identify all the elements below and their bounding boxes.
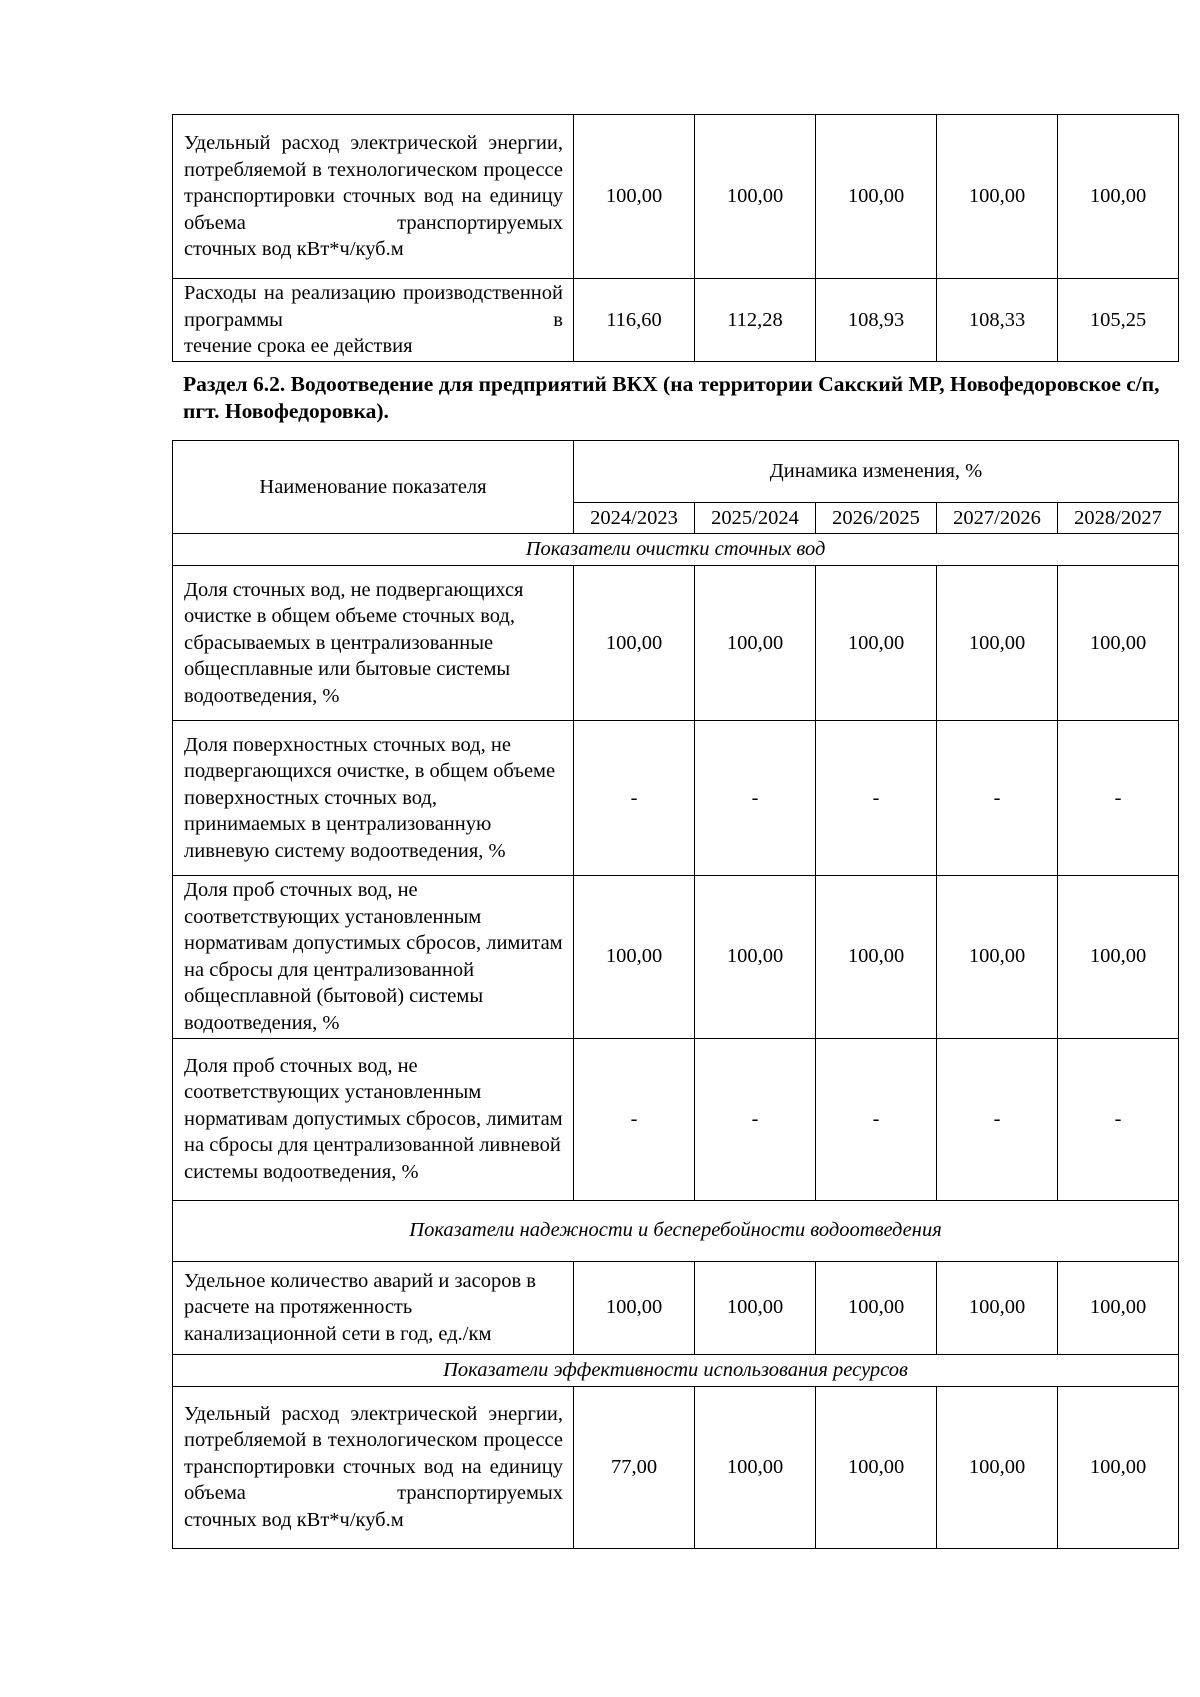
indicator-name-text: Удельный расход электрической энергии, потребляемой в технологическом процессе транспортировки сточных вод на единицу объема транспортируемых: [184, 1402, 563, 1505]
indicator-name: Доля поверхностных сточных вод, не подвергающихся очистке, в общем объеме поверхностных сточных вод, принимаемых в централизованную ливневую систему водоотведения, %: [173, 721, 574, 876]
value-cell: 100,00: [816, 1386, 937, 1548]
column-header-name: Наименование показателя: [173, 441, 574, 534]
value-cell: 100,00: [695, 115, 816, 279]
value-cell: -: [1058, 721, 1179, 876]
indicator-name: Удельное количество аварий и засоров в расчете на протяженность канализационной сети в год, ед./км: [173, 1261, 574, 1354]
value-cell: 112,28: [695, 279, 816, 362]
indicator-name-text: течение срока ее действия: [184, 335, 413, 358]
value-cell: -: [1058, 1038, 1179, 1200]
period-header: 2025/2024: [695, 503, 816, 534]
value-cell: -: [574, 1038, 695, 1200]
value-cell: 100,00: [937, 1261, 1058, 1354]
value-cell: 100,00: [695, 876, 816, 1039]
table-row: [173, 1038, 1179, 1200]
value-cell: -: [695, 1038, 816, 1200]
column-header-dynamics: Динамика изменения, %: [574, 441, 1179, 503]
indicator-name-text: Удельный расход электрической энергии, потребляемой в технологическом процессе транспортировки сточных вод на единицу объема транспортируемых: [184, 132, 563, 234]
value-cell: 100,00: [1058, 566, 1179, 721]
indicator-name: Доля проб сточных вод, не соответствующих установленным нормативам допустимых сбросов, лимитам на сбросы для централизованной общесплавной (бытовой) системы водоотведения, %: [173, 876, 574, 1039]
value-cell: 100,00: [937, 1386, 1058, 1548]
section-row: [173, 534, 1179, 566]
table-row: [173, 1386, 1179, 1548]
value-cell: -: [937, 721, 1058, 876]
period-header: 2028/2027: [1058, 503, 1179, 534]
table-row: [173, 279, 1179, 362]
section-title-efficiency: Показатели эффективности использования ресурсов: [173, 1354, 1179, 1386]
value-cell: 100,00: [816, 115, 937, 279]
value-cell: 105,25: [1058, 279, 1179, 362]
value-cell: 100,00: [816, 876, 937, 1039]
indicator-name: [173, 1386, 574, 1548]
value-cell: 100,00: [1058, 115, 1179, 279]
period-header: 2026/2025: [816, 503, 937, 534]
value-cell: 100,00: [695, 1261, 816, 1354]
value-cell: -: [937, 1038, 1058, 1200]
section-row: [173, 1354, 1179, 1386]
value-cell: 100,00: [816, 566, 937, 721]
indicator-name-text: Расходы на реализацию производственной программы в: [184, 282, 563, 331]
value-cell: 108,93: [816, 279, 937, 362]
value-cell: 100,00: [937, 566, 1058, 721]
value-cell: 100,00: [1058, 876, 1179, 1039]
value-cell: 100,00: [1058, 1386, 1179, 1548]
table-row: [173, 566, 1179, 721]
value-cell: 100,00: [574, 876, 695, 1039]
table-row: [173, 721, 1179, 876]
value-cell: 100,00: [937, 876, 1058, 1039]
section-title-reliability: Показатели надежности и бесперебойности водоотведения: [173, 1200, 1179, 1261]
indicator-name: Доля проб сточных вод, не соответствующих установленным нормативам допустимых сбросов, лимитам на сбросы для централизованной ливневой системы водоотведения, %: [173, 1038, 574, 1200]
section-title-cleaning: Показатели очистки сточных вод: [173, 534, 1179, 566]
energy-costs-table: [172, 114, 1179, 362]
value-cell: 100,00: [574, 566, 695, 721]
value-cell: -: [695, 721, 816, 876]
value-cell: 100,00: [816, 1261, 937, 1354]
value-cell: 100,00: [574, 1261, 695, 1354]
wastewater-indicators-table: [172, 440, 1179, 1549]
indicator-name: [173, 279, 574, 362]
value-cell: 116,60: [574, 279, 695, 362]
value-cell: 100,00: [1058, 1261, 1179, 1354]
period-header: 2027/2026: [937, 503, 1058, 534]
indicator-name-text: сточных вод кВт*ч/куб.м: [184, 1508, 404, 1531]
value-cell: 100,00: [695, 1386, 816, 1548]
value-cell: -: [816, 1038, 937, 1200]
value-cell: 108,33: [937, 279, 1058, 362]
indicator-name: [173, 115, 574, 279]
table-row: [173, 115, 1179, 279]
value-cell: 100,00: [695, 566, 816, 721]
indicator-name: Доля сточных вод, не подвергающихся очистке в общем объеме сточных вод, сбрасываемых в централизованные общесплавные или бытовые системы водоотведения, %: [173, 566, 574, 721]
section-heading: Раздел 6.2. Водоотведение для предприятий ВКХ (на территории Сакский МР, Новофедоровское с/п, пгт. Новофедоровка).: [183, 372, 1160, 423]
header-row: [173, 441, 1179, 503]
value-cell: 100,00: [574, 115, 695, 279]
period-header: 2024/2023: [574, 503, 695, 534]
table-row: [173, 876, 1179, 1039]
value-cell: 100,00: [937, 115, 1058, 279]
table-row: [173, 1261, 1179, 1354]
value-cell: -: [574, 721, 695, 876]
value-cell: -: [816, 721, 937, 876]
indicator-name-text: сточных вод кВт*ч/куб.м: [184, 238, 404, 261]
section-row: [173, 1200, 1179, 1261]
value-cell: 77,00: [574, 1386, 695, 1548]
